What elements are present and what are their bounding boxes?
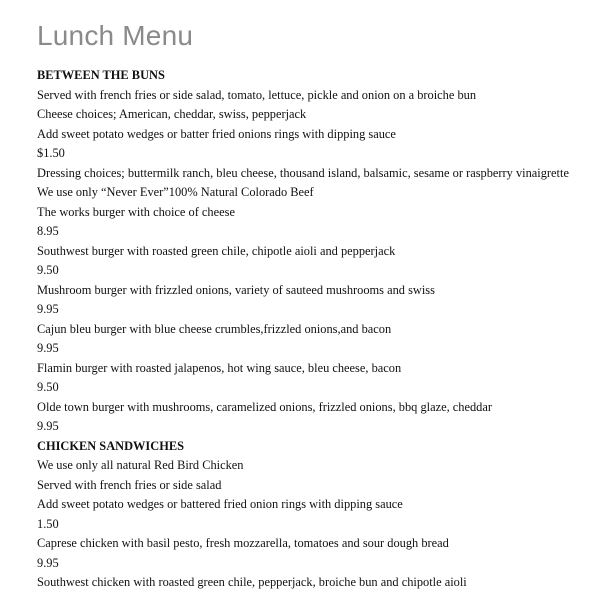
menu-line: Flamin burger with roasted jalapenos, hot wing sauce, bleu cheese, bacon: [37, 360, 402, 375]
menu-line: Olde town burger with mushrooms, caramelized onions, frizzled onions, bbq glaze, cheddar: [37, 399, 492, 414]
menu-line: 9.95: [37, 555, 59, 570]
menu-line: Southwest chicken with roasted green chile, pepperjack, broiche bun and chipotle aioli: [37, 575, 467, 589]
menu-line: We use only all natural Red Bird Chicken: [37, 458, 244, 472]
menu-line: 1.50: [37, 516, 59, 531]
menu-line: 9.95: [37, 419, 59, 433]
menu-line: 9.95: [37, 341, 59, 355]
menu-line: The works burger with choice of cheese: [37, 204, 235, 219]
menu-line: 9.95: [37, 302, 59, 316]
section-heading: CHICKEN SANDWICHES: [37, 438, 184, 453]
menu-line: 9.50: [37, 263, 59, 277]
page-title: Lunch Menu: [37, 20, 194, 51]
menu-line: Served with french fries or side salad: [37, 477, 222, 492]
menu-line: Add sweet potato wedges or battered fried onion rings with dipping sauce: [37, 497, 403, 511]
menu-line: 9.50: [37, 380, 59, 394]
menu-line: $1.50: [37, 146, 65, 160]
menu-line: Dressing choices; buttermilk ranch, bleu cheese, thousand island, balsamic, sesame or raspberry vinaigrette: [37, 165, 569, 180]
section-heading: BETWEEN THE BUNS: [37, 68, 165, 82]
menu-line: Cheese choices; American, cheddar, swiss, pepperjack: [37, 107, 307, 121]
menu-line: Caprese chicken with basil pesto, fresh mozzarella, tomatoes and sour dough bread: [37, 536, 449, 550]
menu-line: We use only “Never Ever”100% Natural Colorado Beef: [37, 185, 314, 199]
menu-lines: [37, 66, 569, 593]
menu-line: Cajun bleu burger with blue cheese crumbles,frizzled onions,and bacon: [37, 321, 392, 336]
menu-line: Mushroom burger with frizzled onions, variety of sauteed mushrooms and swiss: [37, 282, 435, 297]
menu-line: Add sweet potato wedges or batter fried onions rings with dipping sauce: [37, 126, 396, 141]
menu-line: Served with french fries or side salad, tomato, lettuce, pickle and onion on a broiche bun: [37, 87, 477, 102]
menu-line: Southwest burger with roasted green chile, chipotle aioli and pepperjack: [37, 243, 396, 258]
menu-line: 8.95: [37, 224, 59, 238]
